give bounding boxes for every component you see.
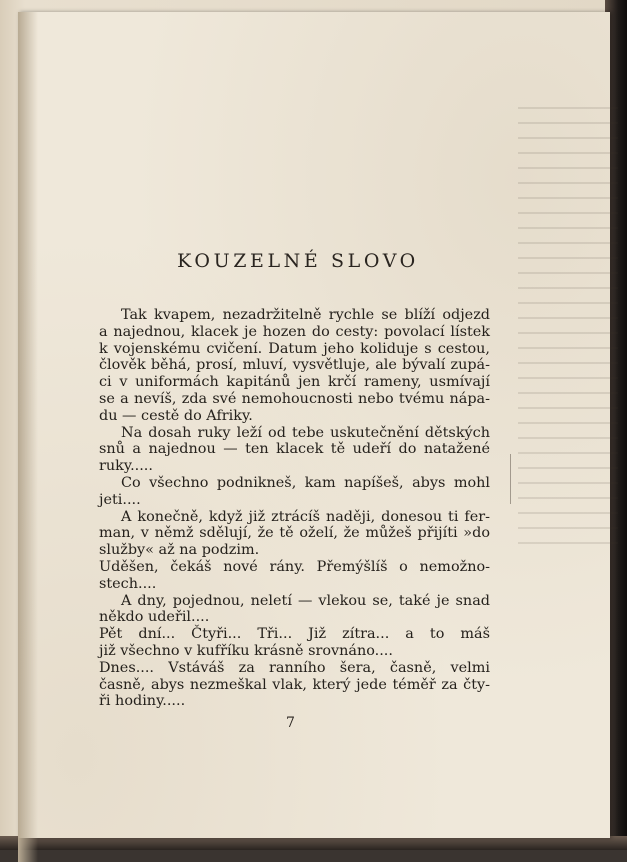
page-number: 7 — [286, 715, 295, 731]
book-page — [18, 12, 610, 838]
text-line: A dny, pojednou, neletí — vlekou se, také je snad — [121, 592, 490, 609]
text-line: jeti.... — [99, 491, 141, 508]
text-line: k vojenskému cvičení. Datum jeho koliduje s cestou, — [99, 340, 490, 357]
page-gutter-shadow — [18, 12, 38, 862]
text-line: časně, abys nezmeškal vlak, který jede téměř za čty- — [99, 676, 490, 693]
text-line: již všechno v kufříku krásně srovnáno.... — [99, 642, 393, 659]
text-line: Uděšen, čekáš nové rány. Přemýšlíš o nemožno- — [99, 558, 490, 575]
text-line: Dnes.... Vstáváš za ranního šera, časně, velmi — [99, 659, 490, 676]
text-line: stech.... — [99, 575, 157, 592]
book-bottom-edge — [0, 836, 627, 850]
chapter-title: KOUZELNÉ SLOVO — [177, 250, 419, 272]
margin-pencil-mark — [510, 454, 511, 504]
text-line: man, v němž sdělují, že tě oželí, že můžeš přijíti »do — [99, 525, 490, 542]
text-line: ci v uniformách kapitánů jen krčí rameny, usmívají — [99, 374, 490, 391]
show-through-text — [518, 107, 618, 547]
text-line: a najednou, klacek je hozen do cesty: povolací lístek — [99, 323, 490, 340]
text-line: Co všechno podnikneš, kam napíšeš, abys mohl — [121, 474, 490, 491]
text-line: ři hodiny..... — [99, 693, 186, 710]
text-line: člověk běhá, prosí, mluví, vysvětluje, ale bývalí zupá- — [99, 357, 490, 374]
body-text — [99, 307, 490, 710]
text-line: se a nevíš, zda své nemohoucnosti nebo tvému nápa- — [99, 390, 490, 407]
text-line: snů a najednou — ten klacek tě udeří do natažené — [99, 441, 490, 458]
text-line: služby« až na podzim. — [99, 542, 260, 559]
text-line: du — cestě do Afriky. — [99, 407, 253, 424]
text-line: ruky..... — [99, 458, 153, 475]
text-line: Na dosah ruky leží od tebe uskutečnění dětských — [121, 424, 490, 441]
text-line: Pět dní... Čtyři... Tři... Již zítra... a to máš — [99, 626, 490, 643]
text-line: A konečně, když již ztrácíš naději, donesou ti fer- — [121, 508, 490, 525]
text-line: někdo udeřil.... — [99, 609, 210, 626]
text-line: Tak kvapem, nezadržitelně rychle se blíží odjezd — [121, 307, 490, 323]
